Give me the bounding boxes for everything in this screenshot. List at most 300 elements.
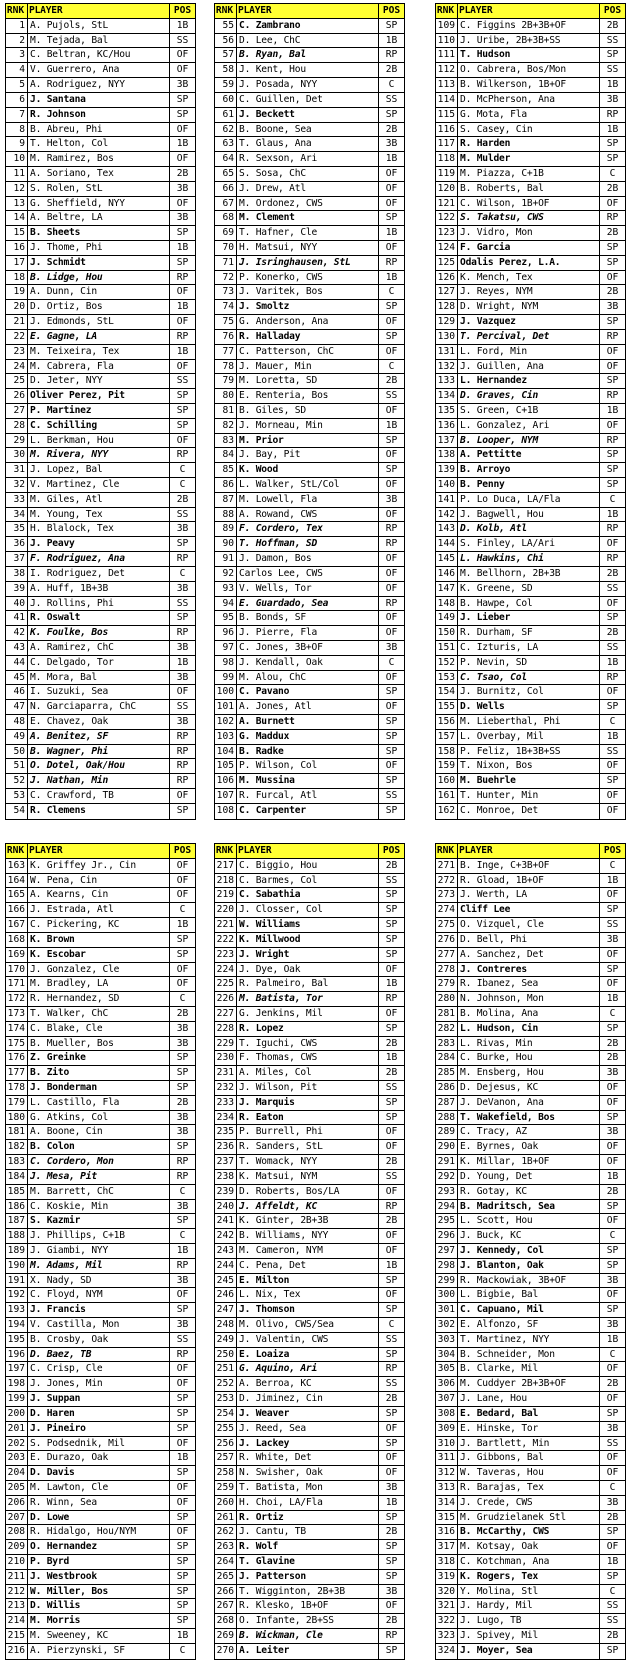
player-row <box>6 641 195 656</box>
player-cell: M. Tejada, Bal <box>28 34 170 48</box>
player-cell: C. Tracy, AZ <box>458 1125 600 1139</box>
player-cell: M. Batista, Tor <box>237 992 379 1006</box>
rank-cell: 120 <box>436 182 458 196</box>
position-cell: OF <box>385 1289 398 1301</box>
rank-cell: 268 <box>215 1614 237 1628</box>
player-cell: B. Crosby, Oak <box>28 1333 170 1347</box>
rank-cell: 162 <box>436 804 458 819</box>
position-cell: 2B <box>385 1215 398 1227</box>
position-cell: 1B <box>176 919 189 931</box>
position-cell: 2B <box>385 1037 398 1049</box>
player-cell: C. Capuano, Mil <box>458 1303 600 1317</box>
player-cell: I. Rodriguez, Det <box>28 567 170 581</box>
player-row <box>436 1229 625 1244</box>
position-cell: SS <box>606 919 619 931</box>
rank-cell: 4 <box>6 63 28 77</box>
rank-cell: 197 <box>6 1362 28 1376</box>
player-row <box>215 700 404 715</box>
rank-cell: 222 <box>215 933 237 947</box>
player-cell: E. Renteria, Bos <box>237 389 379 403</box>
position-cell: C <box>179 904 186 916</box>
player-row <box>215 567 404 582</box>
player-row <box>6 226 195 241</box>
rank-cell: 293 <box>436 1185 458 1199</box>
position-cell: OF <box>385 167 398 179</box>
player-cell: K. Escobar <box>28 948 170 962</box>
player-row <box>215 434 404 449</box>
position-cell: 1B <box>606 874 619 886</box>
rank-cell: 211 <box>6 1570 28 1584</box>
rank-cell: 224 <box>215 963 237 977</box>
position-cell: OF <box>606 538 619 550</box>
player-cell: H. Choi, LA/Fla <box>237 1496 379 1510</box>
rank-cell: 298 <box>436 1259 458 1273</box>
position-cell: 3B <box>176 1037 189 1049</box>
player-row <box>6 93 195 108</box>
rank-cell: 177 <box>6 1066 28 1080</box>
player-row <box>6 1392 195 1407</box>
player-row <box>6 656 195 671</box>
rank-cell: 280 <box>436 992 458 1006</box>
player-row <box>436 197 625 212</box>
rank-cell: 60 <box>215 93 237 107</box>
player-cell: J. Jones, Min <box>28 1377 170 1391</box>
player-row <box>436 167 625 182</box>
header-player: PLAYER <box>458 844 600 858</box>
header-player: PLAYER <box>28 844 170 858</box>
rank-cell: 108 <box>215 804 237 819</box>
player-row <box>436 1407 625 1422</box>
rank-cell: 210 <box>6 1555 28 1569</box>
player-row <box>6 1481 195 1496</box>
position-cell: SP <box>176 404 189 416</box>
player-row <box>6 152 195 167</box>
rank-cell: 136 <box>436 419 458 433</box>
rank-cell: 8 <box>6 123 28 137</box>
position-cell: C <box>388 1319 395 1330</box>
player-row <box>436 1437 625 1452</box>
rank-cell: 128 <box>436 300 458 314</box>
player-cell: J. DeVanon, Ana <box>458 1096 600 1110</box>
rank-cell: 285 <box>436 1066 458 1080</box>
player-row <box>6 1570 195 1585</box>
rank-cell: 76 <box>215 330 237 344</box>
position-cell: 2B <box>606 1630 619 1642</box>
player-row <box>215 1288 404 1303</box>
player-cell: C. Cordero, Mon <box>28 1155 170 1169</box>
player-row <box>215 1318 404 1333</box>
player-cell: R. Sexson, Ari <box>237 152 379 166</box>
rank-cell: 43 <box>6 641 28 655</box>
rank-cell: 247 <box>215 1303 237 1317</box>
rank-cell: 21 <box>6 315 28 329</box>
player-cell: C. Jones, 3B+OF <box>237 641 379 655</box>
rank-cell: 114 <box>436 93 458 107</box>
player-row <box>6 1185 195 1200</box>
position-cell: 3B <box>606 93 619 105</box>
player-cell: T. Batista, Mon <box>237 1481 379 1495</box>
rank-cell: 271 <box>436 859 458 873</box>
player-cell: K. Wood <box>237 463 379 477</box>
position-cell: OF <box>606 1467 619 1479</box>
position-cell: SP <box>176 1082 189 1093</box>
header-row <box>215 844 404 859</box>
position-cell: 1B <box>176 1630 189 1642</box>
header-rank: RNK <box>436 4 458 18</box>
player-row <box>436 715 625 730</box>
rank-cell: 15 <box>6 226 28 240</box>
header-row <box>436 844 625 859</box>
player-row <box>436 1022 625 1037</box>
position-cell: OF <box>176 889 189 901</box>
player-row <box>6 903 195 918</box>
player-cell: J. Bartlett, Min <box>458 1437 600 1451</box>
rank-cell: 213 <box>6 1599 28 1613</box>
player-row <box>215 774 404 789</box>
rank-cell: 229 <box>215 1037 237 1051</box>
rank-table-2 <box>214 3 405 820</box>
rank-cell: 94 <box>215 597 237 611</box>
rank-cell: 14 <box>6 211 28 225</box>
player-cell: R. White, Det <box>237 1451 379 1465</box>
position-cell: OF <box>385 582 398 594</box>
player-row <box>436 1125 625 1140</box>
player-cell: T. Hudson <box>458 48 600 62</box>
player-row <box>6 78 195 93</box>
player-cell: T. Martinez, NYY <box>458 1333 600 1347</box>
player-row <box>215 389 404 404</box>
position-cell: 1B <box>385 419 398 431</box>
position-cell: 3B <box>176 641 189 653</box>
player-cell: T. Helton, Col <box>28 137 170 151</box>
rank-table-4 <box>5 843 196 1660</box>
rank-cell: 115 <box>436 108 458 122</box>
rank-cell: 46 <box>6 685 28 699</box>
player-cell: L. Castillo, Fla <box>28 1096 170 1110</box>
player-cell: E. Gagne, LA <box>28 330 170 344</box>
player-cell: S. Rolen, StL <box>28 182 170 196</box>
position-cell: OF <box>176 1437 189 1449</box>
rank-cell: 257 <box>215 1451 237 1465</box>
position-cell: 2B <box>385 1393 398 1405</box>
player-cell: B. Wagner, Phi <box>28 745 170 759</box>
player-cell: G. Mota, Fla <box>458 108 600 122</box>
position-cell: OF <box>176 360 189 372</box>
player-cell: J. Lane, Hou <box>458 1392 600 1406</box>
rank-cell: 149 <box>436 611 458 625</box>
player-cell: G. Maddux <box>237 730 379 744</box>
player-cell: J. Guillen, Ana <box>458 360 600 374</box>
player-cell: K. Brown <box>28 933 170 947</box>
position-cell: SP <box>606 153 619 165</box>
player-cell: C. Floyd, NYM <box>28 1288 170 1302</box>
position-cell: OF <box>606 197 619 209</box>
rank-cell: 225 <box>215 977 237 991</box>
rank-cell: 200 <box>6 1407 28 1421</box>
player-row <box>6 63 195 78</box>
rank-cell: 189 <box>6 1244 28 1258</box>
player-row <box>6 918 195 933</box>
position-cell: RP <box>606 553 619 565</box>
player-row <box>436 774 625 789</box>
player-row <box>6 493 195 508</box>
position-cell: 2B <box>606 1511 619 1523</box>
player-row <box>436 730 625 745</box>
rank-cell: 186 <box>6 1200 28 1214</box>
position-cell: SP <box>606 1259 619 1271</box>
player-cell: D. Wells <box>458 700 600 714</box>
position-cell: SP <box>385 301 398 313</box>
rank-cell: 262 <box>215 1525 237 1539</box>
rank-cell: 48 <box>6 715 28 729</box>
position-cell: RP <box>385 256 398 268</box>
player-cell: A. Soriano, Tex <box>28 167 170 181</box>
position-cell: OF <box>385 1007 398 1019</box>
rank-cell: 208 <box>6 1525 28 1539</box>
player-row <box>436 1481 625 1496</box>
player-row <box>436 597 625 612</box>
rank-cell: 54 <box>6 804 28 819</box>
rank-cell: 44 <box>6 656 28 670</box>
position-cell: OF <box>385 760 398 772</box>
player-row <box>215 1155 404 1170</box>
position-cell: RP <box>385 49 398 61</box>
rank-cell: 228 <box>215 1022 237 1036</box>
position-cell: OF <box>606 345 619 357</box>
player-row <box>6 34 195 49</box>
player-cell: C. Patterson, ChC <box>237 345 379 359</box>
position-cell: SS <box>176 1333 189 1345</box>
player-cell: B. Giles, SD <box>237 404 379 418</box>
rank-cell: 132 <box>436 360 458 374</box>
player-cell: J. Nathan, Min <box>28 774 170 788</box>
rank-cell: 245 <box>215 1274 237 1288</box>
player-cell: J. Contreres <box>458 963 600 977</box>
player-row <box>215 626 404 641</box>
player-row <box>436 1629 625 1644</box>
position-cell: SP <box>385 330 398 342</box>
player-cell: K. Greene, SD <box>458 582 600 596</box>
player-row <box>215 1125 404 1140</box>
player-cell: E. Milton <box>237 1274 379 1288</box>
rank-cell: 37 <box>6 552 28 566</box>
player-row <box>215 685 404 700</box>
position-cell: SS <box>176 701 189 713</box>
rank-cell: 297 <box>436 1244 458 1258</box>
header-player: PLAYER <box>237 844 379 858</box>
position-cell: SP <box>385 804 398 816</box>
player-cell: J. Crede, CWS <box>458 1496 600 1510</box>
rank-cell: 73 <box>215 285 237 299</box>
position-cell: RP <box>176 627 189 639</box>
player-row <box>215 137 404 152</box>
position-cell: SP <box>176 1422 189 1434</box>
player-cell: J. Lieber <box>458 611 600 625</box>
player-cell: B. Wilkerson, 1B+OF <box>458 78 600 92</box>
position-cell: RP <box>176 449 189 461</box>
player-cell: A. Beltre, LA <box>28 211 170 225</box>
player-cell: H. Matsui, NYY <box>237 241 379 255</box>
rank-table-6 <box>435 843 626 1660</box>
position-cell: C <box>609 1481 616 1493</box>
rank-cell: 91 <box>215 552 237 566</box>
position-cell: OF <box>606 1452 619 1464</box>
player-row <box>436 108 625 123</box>
player-row <box>6 1125 195 1140</box>
player-row <box>215 537 404 552</box>
position-cell: SP <box>176 933 189 945</box>
player-cell: P. Burrell, Phi <box>237 1125 379 1139</box>
player-row <box>436 804 625 819</box>
position-cell: SP <box>606 1526 619 1538</box>
player-row <box>6 374 195 389</box>
player-row <box>6 552 195 567</box>
rank-cell: 223 <box>215 948 237 962</box>
rank-table-3 <box>435 3 626 820</box>
player-cell: R. Hernandez, SD <box>28 992 170 1006</box>
position-cell: SP <box>176 1511 189 1523</box>
player-cell: J. Bagwell, Hou <box>458 508 600 522</box>
rank-cell: 83 <box>215 434 237 448</box>
rank-cell: 62 <box>215 123 237 137</box>
player-cell: D. Lowe <box>28 1511 170 1525</box>
player-cell: J. Morneau, Min <box>237 419 379 433</box>
player-row <box>215 1466 404 1481</box>
player-row <box>6 626 195 641</box>
rank-cell: 96 <box>215 626 237 640</box>
rank-cell: 178 <box>6 1081 28 1095</box>
player-cell: J. Marquis <box>237 1096 379 1110</box>
player-cell: J. Hardy, Mil <box>458 1599 600 1613</box>
rank-cell: 322 <box>436 1614 458 1628</box>
player-row <box>215 374 404 389</box>
rank-cell: 156 <box>436 715 458 729</box>
rank-cell: 143 <box>436 522 458 536</box>
rank-table-1 <box>5 3 196 820</box>
player-cell: M. Bradley, LA <box>28 977 170 991</box>
player-cell: E. Byrnes, Oak <box>458 1140 600 1154</box>
player-cell: B. Boone, Sea <box>237 123 379 137</box>
player-row <box>436 977 625 992</box>
rank-cell: 238 <box>215 1170 237 1184</box>
rank-cell: 168 <box>6 933 28 947</box>
player-cell: J. Posada, NYY <box>237 78 379 92</box>
player-cell: O. Vizquel, Cle <box>458 918 600 932</box>
position-cell: SP <box>385 904 398 916</box>
player-cell: B. Clarke, Mil <box>458 1362 600 1376</box>
position-cell: 1B <box>606 123 619 135</box>
player-row <box>436 1214 625 1229</box>
rank-cell: 17 <box>6 256 28 270</box>
player-row <box>436 992 625 1007</box>
player-cell: J. Lopez, Bal <box>28 463 170 477</box>
player-row <box>436 19 625 34</box>
player-row <box>436 93 625 108</box>
header-rank: RNK <box>6 844 28 858</box>
position-cell: RP <box>385 523 398 535</box>
player-row <box>436 963 625 978</box>
rank-cell: 118 <box>436 152 458 166</box>
position-cell: SP <box>176 612 189 624</box>
player-cell: T. Wigginton, 2B+3B <box>237 1585 379 1599</box>
player-cell: C. Sabathia <box>237 888 379 902</box>
player-row <box>436 345 625 360</box>
player-row <box>6 108 195 123</box>
player-row <box>436 1081 625 1096</box>
player-row <box>215 582 404 597</box>
player-cell: A. Jones, Atl <box>237 700 379 714</box>
rank-cell: 207 <box>6 1511 28 1525</box>
player-row <box>215 859 404 874</box>
player-row <box>215 48 404 63</box>
rank-cell: 204 <box>6 1466 28 1480</box>
player-row <box>436 1288 625 1303</box>
position-cell: SP <box>606 963 619 975</box>
rank-cell: 147 <box>436 582 458 596</box>
player-row <box>215 108 404 123</box>
rank-cell: 206 <box>6 1496 28 1510</box>
header-rank: RNK <box>215 4 237 18</box>
player-row <box>436 1037 625 1052</box>
rank-cell: 11 <box>6 167 28 181</box>
player-row <box>436 463 625 478</box>
player-row <box>436 567 625 582</box>
player-cell: D. Haren <box>28 1407 170 1421</box>
player-cell: C. Kotchman, Ana <box>458 1555 600 1569</box>
position-cell: 1B <box>385 978 398 990</box>
player-cell: J. Patterson <box>237 1570 379 1584</box>
rank-cell: 219 <box>215 888 237 902</box>
player-row <box>215 1481 404 1496</box>
position-cell: 2B <box>385 123 398 135</box>
position-cell: SP <box>385 1556 398 1567</box>
rank-cell: 66 <box>215 182 237 196</box>
position-cell: SP <box>176 256 189 268</box>
rank-cell: 307 <box>436 1392 458 1406</box>
player-cell: T. Walker, ChC <box>28 1007 170 1021</box>
player-cell: A. Huff, 1B+3B <box>28 582 170 596</box>
rank-cell: 77 <box>215 345 237 359</box>
player-cell: D. Graves, Cin <box>458 389 600 403</box>
rank-cell: 301 <box>436 1303 458 1317</box>
player-cell: S. Sosa, ChC <box>237 167 379 181</box>
rank-cell: 312 <box>436 1466 458 1480</box>
player-row <box>6 404 195 419</box>
position-cell: OF <box>606 271 619 283</box>
rank-cell: 175 <box>6 1037 28 1051</box>
rank-cell: 191 <box>6 1274 28 1288</box>
rank-cell: 304 <box>436 1348 458 1362</box>
position-cell: RP <box>606 434 619 446</box>
player-cell: R. Furcal, Atl <box>237 789 379 803</box>
player-cell: B. Roberts, Bal <box>458 182 600 196</box>
rank-cell: 88 <box>215 508 237 522</box>
player-row <box>436 611 625 626</box>
player-cell: J. Cantu, TB <box>237 1525 379 1539</box>
player-cell: B. Penny <box>458 478 600 492</box>
position-cell: 1B <box>176 656 189 668</box>
position-cell: RP <box>385 1363 398 1375</box>
player-cell: A. Pujols, StL <box>28 19 170 33</box>
position-cell: SS <box>385 1170 398 1182</box>
rank-cell: 296 <box>436 1229 458 1243</box>
position-cell: RP <box>176 1259 189 1271</box>
player-row <box>436 1051 625 1066</box>
rank-cell: 124 <box>436 241 458 255</box>
player-row <box>436 1259 625 1274</box>
player-row <box>6 241 195 256</box>
position-cell: 3B <box>606 933 619 945</box>
